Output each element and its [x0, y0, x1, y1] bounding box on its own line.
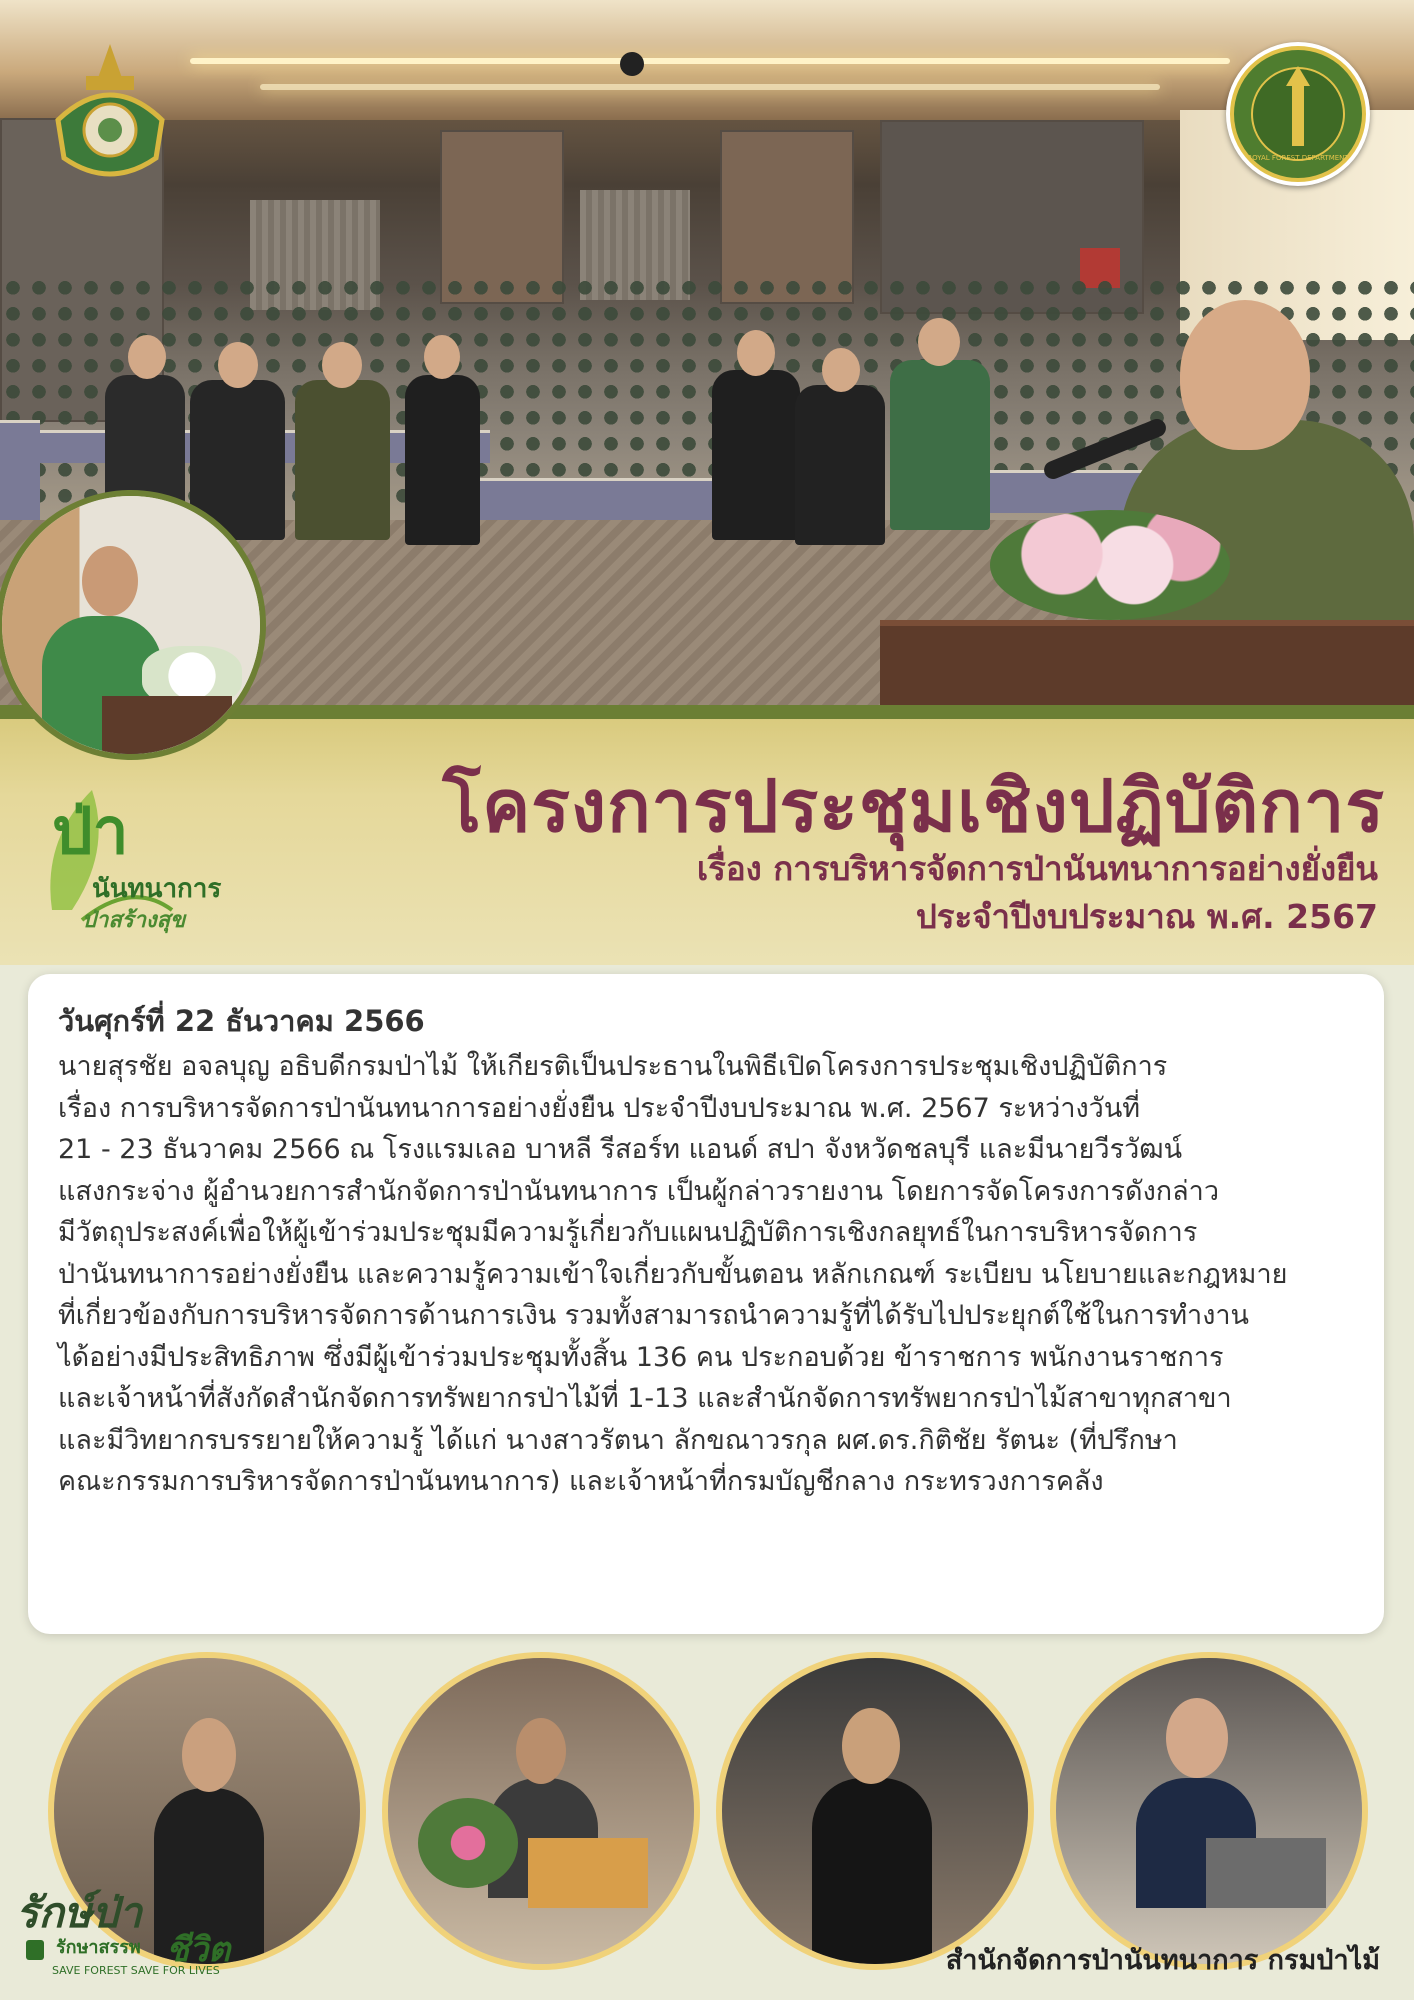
podium	[880, 620, 1414, 716]
article-line: และมีวิทยากรบรรยายให้ความรู้ ได้แก่ นางสาวรัตนา ลักขณาวรกุล ผศ.ดร.กิติชัย รัตนะ (ที่ปรึกษา	[58, 1424, 1178, 1456]
article-line: และเจ้าหน้าที่สังกัดสำนักจัดการทรัพยากรป่าไม้ที่ 1-13 และสำนักจัดการทรัพยากรป่าไม้สาขาทุกสาขา	[58, 1383, 1232, 1414]
ceiling-light	[190, 58, 1230, 64]
speaker-head	[1180, 300, 1310, 450]
save-forest-logo-english: SAVE FOREST SAVE FOR LIVES	[52, 1964, 220, 1977]
guest-head	[918, 318, 960, 366]
article-line: คณะกรรมการบริหารจัดการป่านันทนาการ) และเจ้าหน้าที่กรมบัญชีกลาง กระทรวงการคลัง	[58, 1466, 1104, 1497]
save-forest-logo	[16, 1880, 266, 1990]
article-line: ได้อย่างมีประสิทธิภาพ ซึ่งมีผู้เข้าร่วมประชุมทั้งสิ้น 136 คน ประกอบด้วย ข้าราชการ พนักงานราชการ	[58, 1341, 1224, 1373]
article-line: มีวัตถุประสงค์เพื่อให้ผู้เข้าร่วมประชุมมีความรู้เกี่ยวกับแผนปฏิบัติการเชิงกลยุทธ์ในการบริหารจัดการ	[58, 1217, 1198, 1248]
speaker-face	[842, 1708, 900, 1784]
save-forest-logo-sub: รักษาสรรพ	[56, 1937, 141, 1958]
speaker-face	[182, 1718, 236, 1792]
royal-forest-department-logo	[1226, 42, 1370, 186]
rfd-logo-text: ROYAL FOREST DEPARTMENT	[1247, 154, 1349, 162]
forest-recreation-campaign-logo	[22, 760, 242, 940]
guest	[890, 360, 990, 530]
laptop	[528, 1838, 648, 1908]
subtitle-line-1: เรื่อง การบริหารจัดการป่านันทนาการอย่างยั่งยืน	[696, 849, 1378, 888]
guest-head	[737, 330, 775, 376]
guest-head	[128, 335, 166, 379]
article-line: เรื่อง การบริหารจัดการป่านันทนาการอย่างยั่งยืน ประจำปีงบประมาณ พ.ศ. 2567 ระหว่างวันที่	[58, 1092, 1141, 1124]
ceiling-light	[260, 84, 1160, 90]
campaign-logo-main: ป่า	[52, 795, 129, 869]
page-subtitle	[300, 845, 1378, 941]
guest	[712, 370, 800, 540]
footer-org: สำนักจัดการป่านันทนาการ กรมป่าไม้	[945, 1945, 1380, 1976]
speaker-photo-2	[382, 1652, 700, 1970]
lock-icon	[26, 1940, 44, 1960]
campaign-logo-sub: นันทนาการ	[92, 874, 222, 904]
speaker-face	[516, 1718, 566, 1784]
article-line: 21 - 23 ธันวาคม 2566 ณ โรงแรมเลอ บาหลี รีสอร์ท แอนด์ สปา จังหวัดชลบุรี และมีนายวีรวัฒน์	[58, 1134, 1183, 1165]
speaker-photo-3	[716, 1652, 1034, 1970]
guest-head	[424, 335, 460, 379]
campaign-logo-tagline: ป่าสร้างสุข	[82, 908, 186, 933]
guest-head	[218, 342, 258, 388]
guest-head	[322, 342, 362, 388]
guest-head	[822, 348, 860, 392]
flowers	[418, 1798, 518, 1888]
article-line: นายสุรชัย อจลบุญ อธิบดีกรมป่าไม้ ให้เกียรติเป็นประธานในพิธีเปิดโครงการประชุมเชิงปฏิบัติการ	[58, 1051, 1168, 1082]
article-body	[58, 1046, 1358, 1503]
save-forest-logo-life: ชีวิต	[166, 1930, 231, 1970]
page-title: โครงการประชุมเชิงปฏิบัติการ	[442, 764, 1385, 848]
speaker-face	[1166, 1698, 1228, 1778]
thai-government-emblem	[40, 40, 180, 190]
disco-ball	[620, 52, 644, 76]
article-line: แสงกระจ่าง ผู้อำนวยการสำนักจัดการป่านันทนาการ เป็นผู้กล่าวรายงาน โดยการจัดโครงการดังกล่าว	[58, 1175, 1219, 1207]
speaker-photo-4	[1050, 1652, 1368, 1970]
guest	[795, 385, 885, 545]
article-line: ป่านันทนาการอย่างยั่งยืน และความรู้ความเข้าใจเกี่ยวกับขั้นตอน หลักเกณฑ์ ระเบียบ นโยบายและกฎหมาย	[58, 1258, 1288, 1290]
save-forest-logo-title: รักษ์ป่า	[16, 1888, 142, 1937]
wall-panel	[440, 130, 564, 304]
laptop	[1206, 1838, 1326, 1908]
flower-arrangement	[990, 510, 1230, 620]
guest	[295, 380, 390, 540]
article-line: ที่เกี่ยวข้องกับการบริหารจัดการด้านการเงิน รวมทั้งสามารถนำความรู้ที่ได้รับไปประยุกต์ใช้ในการทำงาน	[58, 1300, 1250, 1331]
inset-photo-speaker	[0, 490, 266, 760]
guest	[405, 375, 480, 545]
subtitle-line-2: ประจำปีงบประมาณ พ.ศ. 2567	[915, 897, 1378, 936]
inset-speaker-head	[82, 546, 138, 616]
inset-podium	[102, 696, 232, 756]
article-date: วันศุกร์ที่ 22 ธันวาคม 2566	[58, 1004, 425, 1038]
wall-panel	[720, 130, 854, 304]
